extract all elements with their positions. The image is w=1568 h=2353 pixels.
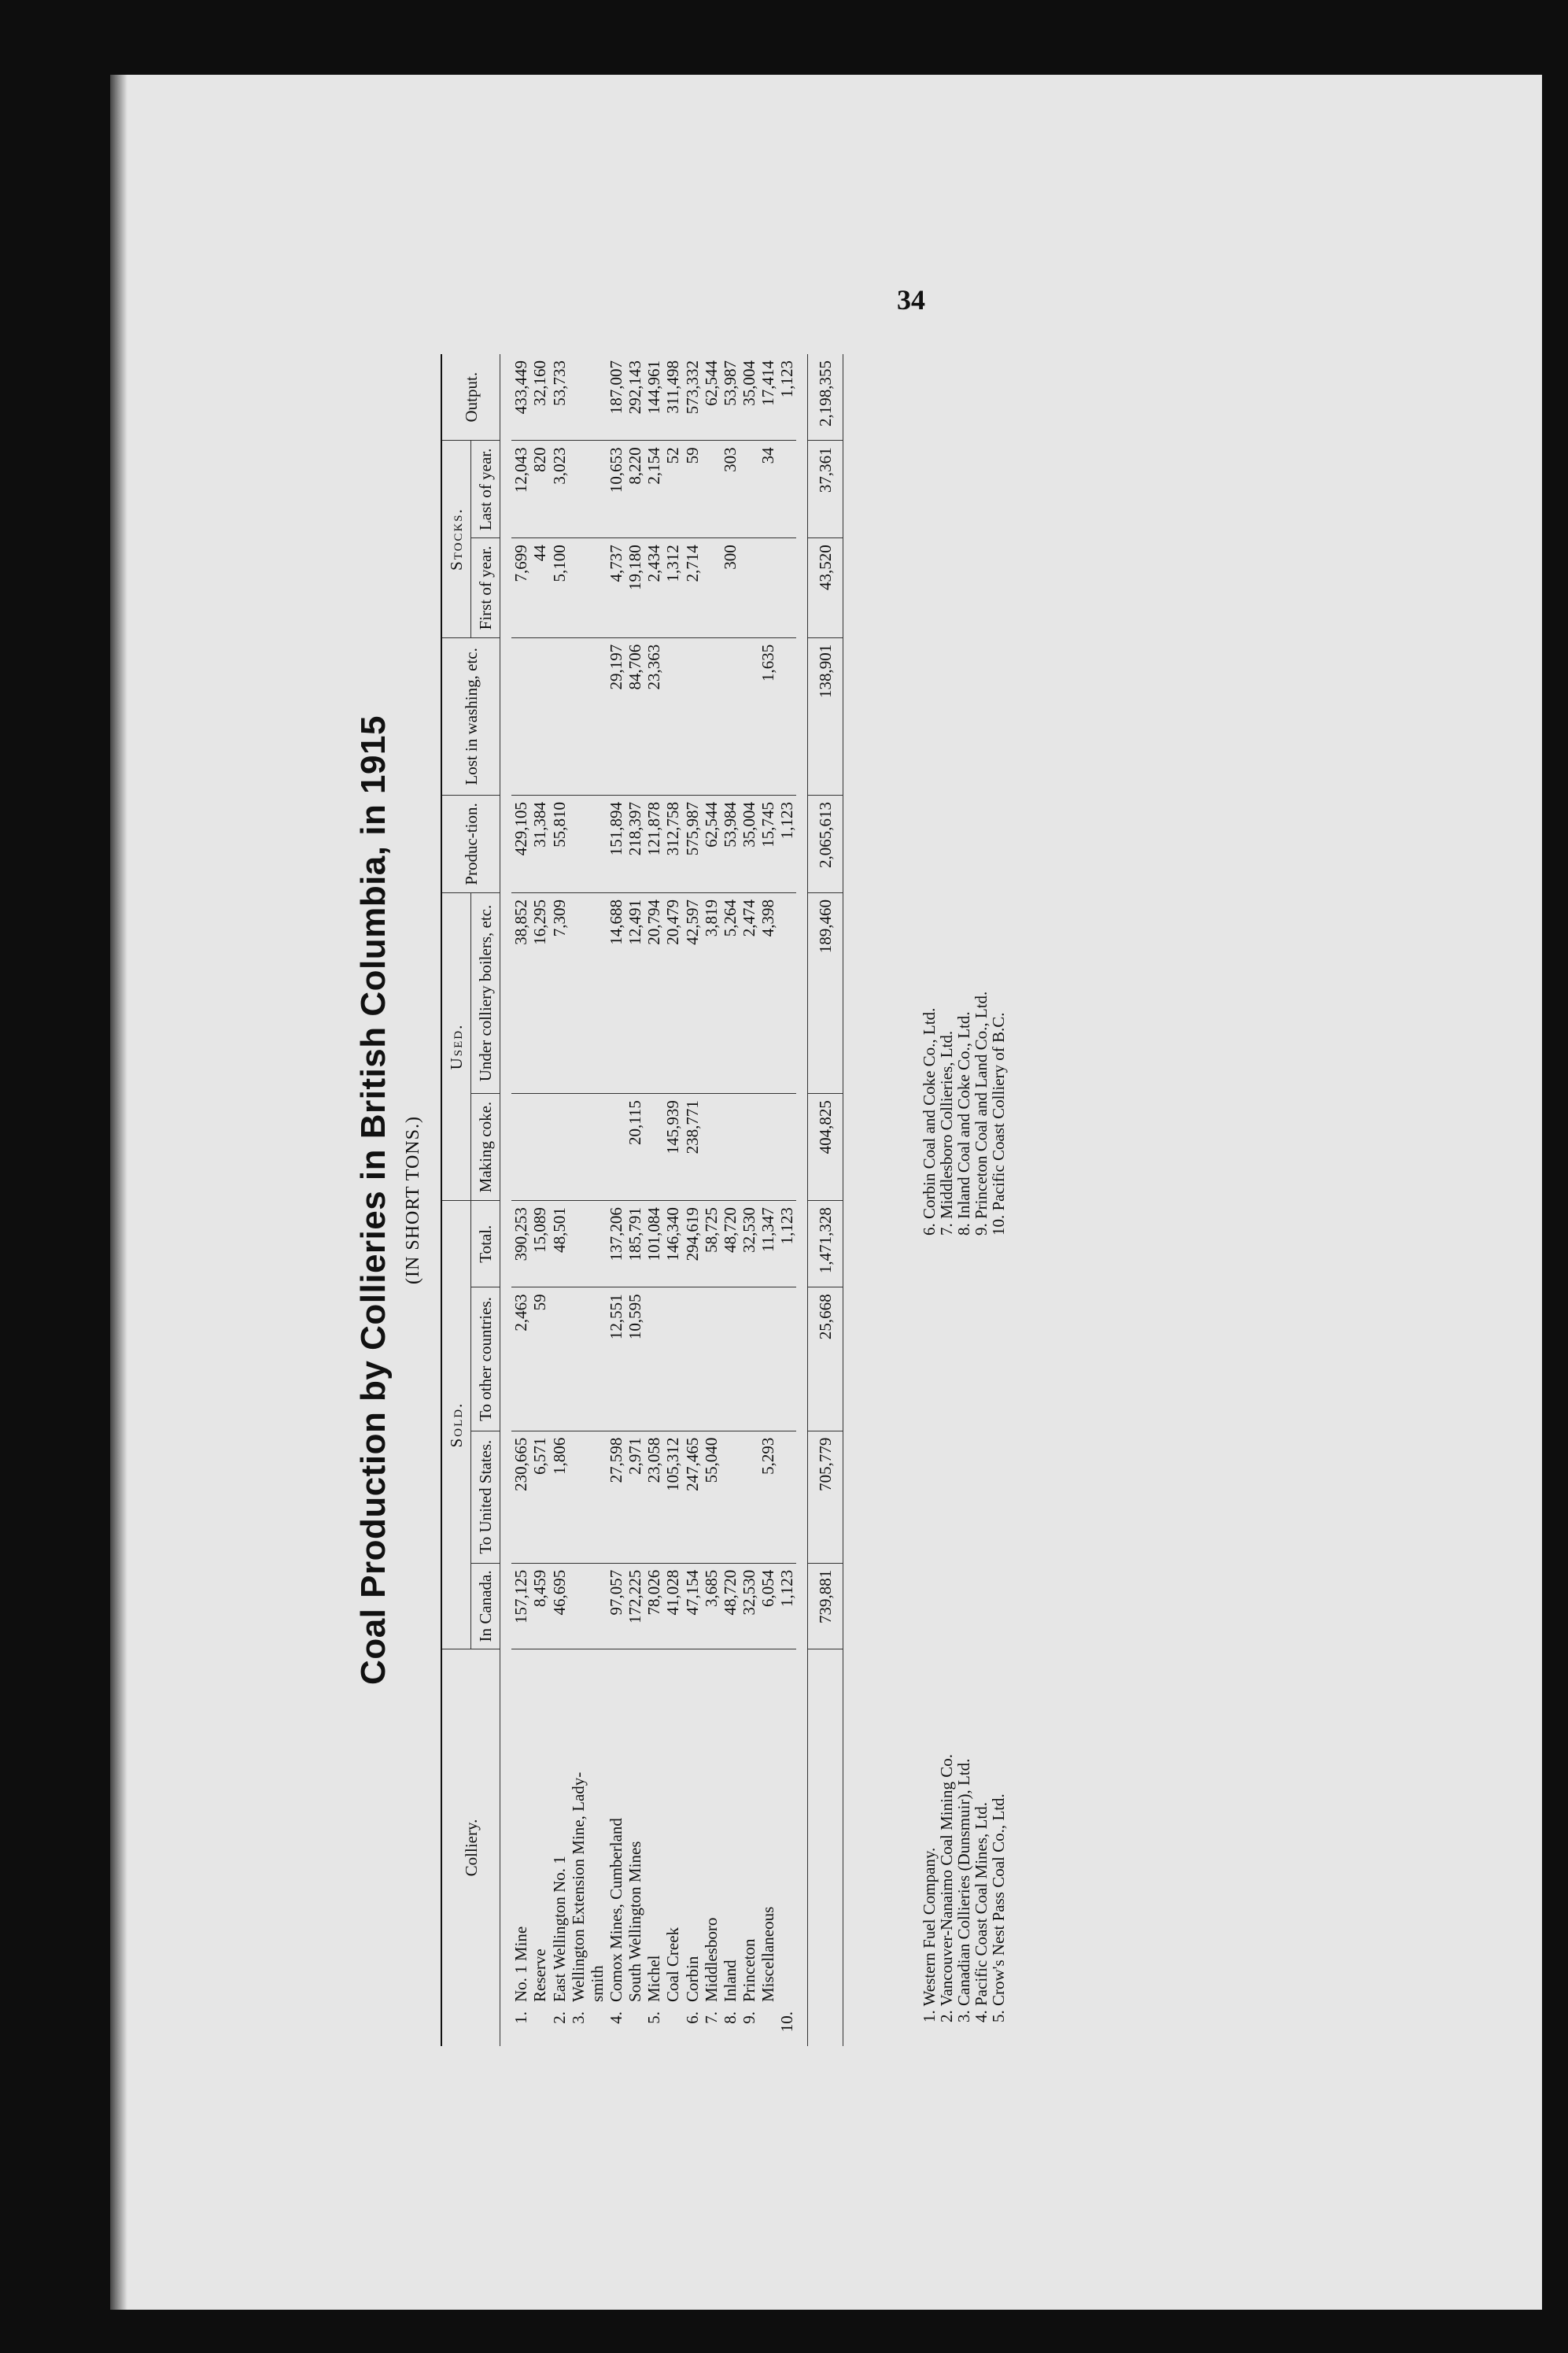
cell-to-other bbox=[777, 1287, 796, 1431]
cell-to-us: 23,058 bbox=[644, 1431, 663, 1563]
cell-to-other bbox=[550, 1287, 569, 1431]
cell-making-coke bbox=[550, 1094, 569, 1201]
footnote: 9. Princeton Coal and Land Co., Ltd. bbox=[972, 991, 991, 1236]
colliery-name-text: East Wellington No. 1 bbox=[549, 1856, 569, 2002]
cell-lost: 29,197 bbox=[607, 637, 625, 795]
cell-to-other: 12,551 bbox=[607, 1287, 625, 1431]
colliery-name-text: smith bbox=[587, 1965, 607, 2002]
colliery-name bbox=[721, 1649, 740, 2009]
row-number: 3. bbox=[568, 2011, 588, 2024]
colliery-name-text: Inland bbox=[720, 1960, 740, 2002]
cell-first bbox=[740, 538, 758, 637]
cell-total: 146,340 bbox=[663, 1201, 682, 1287]
cell-under-boilers: 4,398 bbox=[758, 892, 777, 1093]
cell-first: 2,714 bbox=[683, 538, 702, 637]
page-title: Coal Production by Collieries in British Columbia, in 1915 bbox=[354, 715, 393, 1685]
cell-production: 218,397 bbox=[625, 796, 644, 893]
colliery-name-text: Michel bbox=[644, 1955, 664, 2002]
row-number: 1. bbox=[511, 2011, 531, 2024]
rotated-table-block bbox=[354, 354, 1094, 2046]
cell-to-us: 105,312 bbox=[663, 1431, 682, 1563]
colliery-name-text: Coal Creek bbox=[663, 1926, 683, 2002]
footnotes-left bbox=[921, 1754, 1007, 2022]
colliery-name-text: No. 1 Mine bbox=[511, 1926, 531, 2002]
footnote: 10. Pacific Coast Colliery of B.C. bbox=[989, 1012, 1008, 1236]
cell-last bbox=[740, 441, 758, 538]
colliery-name bbox=[663, 1649, 682, 2009]
cell-lost bbox=[569, 637, 588, 795]
total-to-other-countries: 25,668 bbox=[808, 1287, 843, 1431]
row-number: 5. bbox=[644, 2011, 664, 2024]
colliery-name-text: Wellington Extension Mine, Lady- bbox=[568, 1771, 588, 2002]
cell-to-other bbox=[702, 1287, 721, 1431]
cell-lost bbox=[530, 637, 549, 795]
row-number: 7. bbox=[701, 2011, 721, 2024]
cell-making-coke: 238,771 bbox=[683, 1094, 702, 1201]
cell-making-coke bbox=[530, 1094, 549, 1201]
table-row bbox=[550, 354, 569, 2046]
total-to-united-states: 705,779 bbox=[808, 1431, 843, 1563]
cell-production: 35,004 bbox=[740, 796, 758, 893]
cell-in-canada: 157,125 bbox=[511, 1563, 530, 1649]
header-colliery: Colliery. bbox=[441, 1649, 500, 2047]
cell-first: 7,699 bbox=[511, 538, 530, 637]
page-binding-shadow bbox=[110, 75, 127, 2310]
cell-production: 121,878 bbox=[644, 796, 663, 893]
footnote: 8. Inland Coal and Coke Co., Ltd. bbox=[954, 1011, 973, 1236]
total-last-of-year: 37,361 bbox=[808, 441, 843, 538]
cell-to-us bbox=[588, 1431, 607, 1563]
cell-total: 11,347 bbox=[758, 1201, 777, 1287]
cell-last bbox=[588, 441, 607, 538]
cell-total: 294,619 bbox=[683, 1201, 702, 1287]
cell-under-boilers: 3,819 bbox=[702, 892, 721, 1093]
cell-lost bbox=[663, 637, 682, 795]
colliery-name-text: South Wellington Mines bbox=[625, 1841, 645, 2002]
cell-to-other: 59 bbox=[530, 1287, 549, 1431]
cell-last bbox=[569, 441, 588, 538]
header-production: Produc-tion. bbox=[441, 796, 500, 893]
header-used: Used. bbox=[441, 892, 471, 1200]
cell-in-canada bbox=[569, 1563, 588, 1649]
cell-to-us bbox=[777, 1431, 796, 1563]
cell-to-other: 10,595 bbox=[625, 1287, 644, 1431]
cell-under-boilers: 12,491 bbox=[625, 892, 644, 1093]
cell-making-coke: 20,115 bbox=[625, 1094, 644, 1201]
cell-first bbox=[702, 538, 721, 637]
spacer-cell bbox=[796, 354, 808, 2046]
cell-making-coke bbox=[702, 1094, 721, 1201]
cell-under-boilers: 7,309 bbox=[550, 892, 569, 1093]
cell-lost: 23,363 bbox=[644, 637, 663, 795]
colliery-name bbox=[607, 1649, 625, 2009]
cell-output: 292,143 bbox=[625, 354, 644, 441]
cell-to-us: 230,665 bbox=[511, 1431, 530, 1563]
table-row bbox=[625, 354, 644, 2046]
footnote: 2. Vancouver-Nanaimo Coal Mining Co. bbox=[937, 1754, 956, 2022]
footnote: 7. Middlesboro Collieries, Ltd. bbox=[937, 1030, 956, 1236]
header-under-boilers: Under colliery boilers, etc. bbox=[471, 892, 500, 1093]
cell-to-us bbox=[569, 1431, 588, 1563]
footnote: 6. Corbin Coal and Coke Co., Ltd. bbox=[920, 1007, 939, 1236]
cell-making-coke: 145,939 bbox=[663, 1094, 682, 1201]
cell-to-other bbox=[663, 1287, 682, 1431]
spacer-row bbox=[500, 354, 512, 2046]
cell-total: 137,206 bbox=[607, 1201, 625, 1287]
cell-output: 187,007 bbox=[607, 354, 625, 441]
cell-to-us: 2,971 bbox=[625, 1431, 644, 1563]
cell-making-coke bbox=[607, 1094, 625, 1201]
table-row bbox=[511, 354, 530, 2046]
colliery-name-text: Comox Mines, Cumberland bbox=[606, 1818, 625, 2002]
cell-production: 15,745 bbox=[758, 796, 777, 893]
cell-making-coke bbox=[569, 1094, 588, 1201]
header-output: Output. bbox=[441, 354, 500, 441]
total-output: 2,198,355 bbox=[808, 354, 843, 441]
cell-to-other bbox=[569, 1287, 588, 1431]
totals-row bbox=[808, 354, 843, 2046]
cell-lost: 1,635 bbox=[758, 637, 777, 795]
colliery-name bbox=[511, 1649, 530, 2009]
cell-first: 44 bbox=[530, 538, 549, 637]
cell-production: 429,105 bbox=[511, 796, 530, 893]
cell-making-coke bbox=[644, 1094, 663, 1201]
table-row bbox=[644, 354, 663, 2046]
header-lost: Lost in washing, etc. bbox=[441, 637, 500, 795]
cell-in-canada: 47,154 bbox=[683, 1563, 702, 1649]
cell-first: 2,434 bbox=[644, 538, 663, 637]
cell-lost bbox=[740, 637, 758, 795]
cell-under-boilers: 20,479 bbox=[663, 892, 682, 1093]
cell-in-canada: 78,026 bbox=[644, 1563, 663, 1649]
cell-under-boilers bbox=[569, 892, 588, 1093]
cell-to-us: 1,806 bbox=[550, 1431, 569, 1563]
cell-production: 151,894 bbox=[607, 796, 625, 893]
total-production: 2,065,613 bbox=[808, 796, 843, 893]
cell-under-boilers: 16,295 bbox=[530, 892, 549, 1093]
totals-name-cell bbox=[808, 1649, 843, 2009]
total-first-of-year: 43,520 bbox=[808, 538, 843, 637]
cell-total: 185,791 bbox=[625, 1201, 644, 1287]
colliery-name bbox=[569, 1649, 588, 2009]
cell-to-us bbox=[721, 1431, 740, 1563]
cell-in-canada: 1,123 bbox=[777, 1563, 796, 1649]
table-row bbox=[588, 354, 607, 2046]
colliery-name bbox=[550, 1649, 569, 2009]
table-row bbox=[758, 354, 777, 2046]
cell-last: 3,023 bbox=[550, 441, 569, 538]
cell-first bbox=[588, 538, 607, 637]
cell-first: 5,100 bbox=[550, 538, 569, 637]
cell-output: 144,961 bbox=[644, 354, 663, 441]
cell-total bbox=[569, 1201, 588, 1287]
cell-output: 1,123 bbox=[777, 354, 796, 441]
cell-first bbox=[569, 538, 588, 637]
table-row bbox=[569, 354, 588, 2046]
cell-to-other bbox=[721, 1287, 740, 1431]
cell-total: 1,123 bbox=[777, 1201, 796, 1287]
cell-lost bbox=[511, 637, 530, 795]
header-to-united-states: To United States. bbox=[471, 1431, 500, 1563]
colliery-name bbox=[625, 1649, 644, 2009]
cell-last: 34 bbox=[758, 441, 777, 538]
cell-total: 390,253 bbox=[511, 1201, 530, 1287]
colliery-name bbox=[758, 1649, 777, 2009]
cell-to-other bbox=[588, 1287, 607, 1431]
cell-production bbox=[569, 796, 588, 893]
cell-last bbox=[777, 441, 796, 538]
cell-total bbox=[588, 1201, 607, 1287]
cell-production: 1,123 bbox=[777, 796, 796, 893]
table-row bbox=[777, 354, 796, 2046]
header-sold-total: Total. bbox=[471, 1201, 500, 1287]
row-number: 10. bbox=[777, 2011, 797, 2033]
cell-to-us: 5,293 bbox=[758, 1431, 777, 1563]
cell-making-coke bbox=[588, 1094, 607, 1201]
footnote: 5. Crow's Nest Pass Coal Co., Ltd. bbox=[989, 1793, 1008, 2022]
cell-last: 8,220 bbox=[625, 441, 644, 538]
cell-to-other bbox=[758, 1287, 777, 1431]
cell-first: 300 bbox=[721, 538, 740, 637]
cell-lost bbox=[777, 637, 796, 795]
cell-to-other: 2,463 bbox=[511, 1287, 530, 1431]
colliery-name-text: Princeton bbox=[739, 1938, 758, 2002]
cell-output: 17,414 bbox=[758, 354, 777, 441]
row-number bbox=[530, 2008, 549, 2046]
cell-last: 303 bbox=[721, 441, 740, 538]
cell-to-us: 6,571 bbox=[530, 1431, 549, 1563]
table-body bbox=[500, 354, 808, 2046]
colliery-name bbox=[530, 1649, 549, 2009]
row-number bbox=[663, 2008, 682, 2046]
cell-output: 311,498 bbox=[663, 354, 682, 441]
footnote: 3. Canadian Collieries (Dunsmuir), Ltd. bbox=[954, 1758, 973, 2022]
cell-production bbox=[588, 796, 607, 893]
colliery-name bbox=[683, 1649, 702, 2009]
table-row bbox=[683, 354, 702, 2046]
colliery-name-text: Middlesboro bbox=[701, 1917, 721, 2002]
cell-to-us bbox=[740, 1431, 758, 1563]
cell-output bbox=[569, 354, 588, 441]
cell-output: 433,449 bbox=[511, 354, 530, 441]
header-last-of-year: Last of year. bbox=[471, 441, 500, 538]
cell-last: 820 bbox=[530, 441, 549, 538]
cell-lost bbox=[683, 637, 702, 795]
header-to-other-countries: To other countries. bbox=[471, 1287, 500, 1431]
header-sold: Sold. bbox=[441, 1201, 471, 1649]
table-row bbox=[740, 354, 758, 2046]
cell-in-canada: 3,685 bbox=[702, 1563, 721, 1649]
row-number bbox=[588, 2008, 607, 2046]
cell-in-canada: 41,028 bbox=[663, 1563, 682, 1649]
cell-first: 1,312 bbox=[663, 538, 682, 637]
cell-last: 12,043 bbox=[511, 441, 530, 538]
cell-production: 62,544 bbox=[702, 796, 721, 893]
cell-total: 15,089 bbox=[530, 1201, 549, 1287]
cell-last: 10,653 bbox=[607, 441, 625, 538]
cell-in-canada: 6,054 bbox=[758, 1563, 777, 1649]
row-number: 8. bbox=[720, 2011, 740, 2024]
row-number: 4. bbox=[606, 2011, 625, 2024]
header-in-canada: In Canada. bbox=[471, 1563, 500, 1649]
colliery-name-text: Miscellaneous bbox=[758, 1906, 778, 2002]
spacer-cell bbox=[500, 354, 512, 2046]
cell-production: 31,384 bbox=[530, 796, 549, 893]
total-in-canada: 739,881 bbox=[808, 1563, 843, 1649]
row-number: 6. bbox=[682, 2011, 702, 2024]
cell-to-us: 55,040 bbox=[702, 1431, 721, 1563]
cell-lost bbox=[588, 637, 607, 795]
table-row bbox=[530, 354, 549, 2046]
cell-under-boilers: 42,597 bbox=[683, 892, 702, 1093]
row-number: 2. bbox=[549, 2011, 569, 2024]
cell-last bbox=[702, 441, 721, 538]
colliery-name bbox=[588, 1649, 607, 2009]
row-number bbox=[758, 2008, 777, 2046]
footnote: 1. Western Fuel Company. bbox=[920, 1847, 939, 2022]
header-first-of-year: First of year. bbox=[471, 538, 500, 637]
total-under-boilers: 189,460 bbox=[808, 892, 843, 1093]
cell-output: 573,332 bbox=[683, 354, 702, 441]
cell-output: 32,160 bbox=[530, 354, 549, 441]
table-row bbox=[702, 354, 721, 2046]
total-lost: 138,901 bbox=[808, 637, 843, 795]
cell-under-boilers: 14,688 bbox=[607, 892, 625, 1093]
colliery-name-text: Corbin bbox=[682, 1956, 702, 2002]
cell-making-coke bbox=[721, 1094, 740, 1201]
cell-total: 32,530 bbox=[740, 1201, 758, 1287]
cell-in-canada: 8,459 bbox=[530, 1563, 549, 1649]
cell-under-boilers bbox=[588, 892, 607, 1093]
cell-under-boilers bbox=[777, 892, 796, 1093]
cell-making-coke bbox=[740, 1094, 758, 1201]
cell-in-canada: 46,695 bbox=[550, 1563, 569, 1649]
page-subtitle: (IN SHORT TONS.) bbox=[403, 1116, 423, 1284]
cell-output: 62,544 bbox=[702, 354, 721, 441]
cell-output: 53,987 bbox=[721, 354, 740, 441]
cell-lost bbox=[550, 637, 569, 795]
table-row bbox=[663, 354, 682, 2046]
footnote: 4. Pacific Coast Coal Mines, Ltd. bbox=[972, 1802, 991, 2022]
header-stocks: Stocks. bbox=[441, 441, 471, 637]
coal-production-table bbox=[441, 354, 843, 2046]
cell-first bbox=[777, 538, 796, 637]
cell-total: 48,501 bbox=[550, 1201, 569, 1287]
cell-production: 312,758 bbox=[663, 796, 682, 893]
cell-output: 53,733 bbox=[550, 354, 569, 441]
cell-making-coke bbox=[758, 1094, 777, 1201]
cell-making-coke bbox=[511, 1094, 530, 1201]
cell-last: 59 bbox=[683, 441, 702, 538]
colliery-name bbox=[702, 1649, 721, 2009]
cell-lost bbox=[721, 637, 740, 795]
cell-last: 2,154 bbox=[644, 441, 663, 538]
cell-total: 48,720 bbox=[721, 1201, 740, 1287]
cell-first bbox=[758, 538, 777, 637]
cell-total: 58,725 bbox=[702, 1201, 721, 1287]
cell-output: 35,004 bbox=[740, 354, 758, 441]
footnotes-right bbox=[921, 992, 1007, 1236]
page-number: 34 bbox=[897, 284, 925, 316]
colliery-name bbox=[740, 1649, 758, 2009]
cell-to-us: 27,598 bbox=[607, 1431, 625, 1563]
cell-first: 19,180 bbox=[625, 538, 644, 637]
header-making-coke: Making coke. bbox=[471, 1094, 500, 1201]
total-making-coke: 404,825 bbox=[808, 1094, 843, 1201]
cell-production: 575,987 bbox=[683, 796, 702, 893]
cell-lost bbox=[702, 637, 721, 795]
cell-to-other bbox=[683, 1287, 702, 1431]
cell-under-boilers: 5,264 bbox=[721, 892, 740, 1093]
cell-making-coke bbox=[777, 1094, 796, 1201]
cell-total: 101,084 bbox=[644, 1201, 663, 1287]
cell-in-canada: 32,530 bbox=[740, 1563, 758, 1649]
totals-num-cell bbox=[808, 2008, 843, 2046]
cell-to-other bbox=[644, 1287, 663, 1431]
spacer-row bbox=[796, 354, 808, 2046]
cell-last: 52 bbox=[663, 441, 682, 538]
cell-to-other bbox=[740, 1287, 758, 1431]
cell-in-canada bbox=[588, 1563, 607, 1649]
colliery-name bbox=[777, 1649, 796, 2009]
cell-in-canada: 172,225 bbox=[625, 1563, 644, 1649]
cell-under-boilers: 38,852 bbox=[511, 892, 530, 1093]
row-number: 9. bbox=[739, 2011, 758, 2024]
table-row bbox=[607, 354, 625, 2046]
total-sold: 1,471,328 bbox=[808, 1201, 843, 1287]
cell-under-boilers: 20,794 bbox=[644, 892, 663, 1093]
cell-under-boilers: 2,474 bbox=[740, 892, 758, 1093]
table-row bbox=[721, 354, 740, 2046]
colliery-name-text: Reserve bbox=[530, 1949, 550, 2002]
cell-in-canada: 97,057 bbox=[607, 1563, 625, 1649]
cell-production: 55,810 bbox=[550, 796, 569, 893]
cell-first: 4,737 bbox=[607, 538, 625, 637]
row-number bbox=[625, 2008, 644, 2046]
cell-lost: 84,706 bbox=[625, 637, 644, 795]
cell-output bbox=[588, 354, 607, 441]
colliery-name bbox=[644, 1649, 663, 2009]
cell-production: 53,984 bbox=[721, 796, 740, 893]
cell-to-us: 247,465 bbox=[683, 1431, 702, 1563]
cell-in-canada: 48,720 bbox=[721, 1563, 740, 1649]
